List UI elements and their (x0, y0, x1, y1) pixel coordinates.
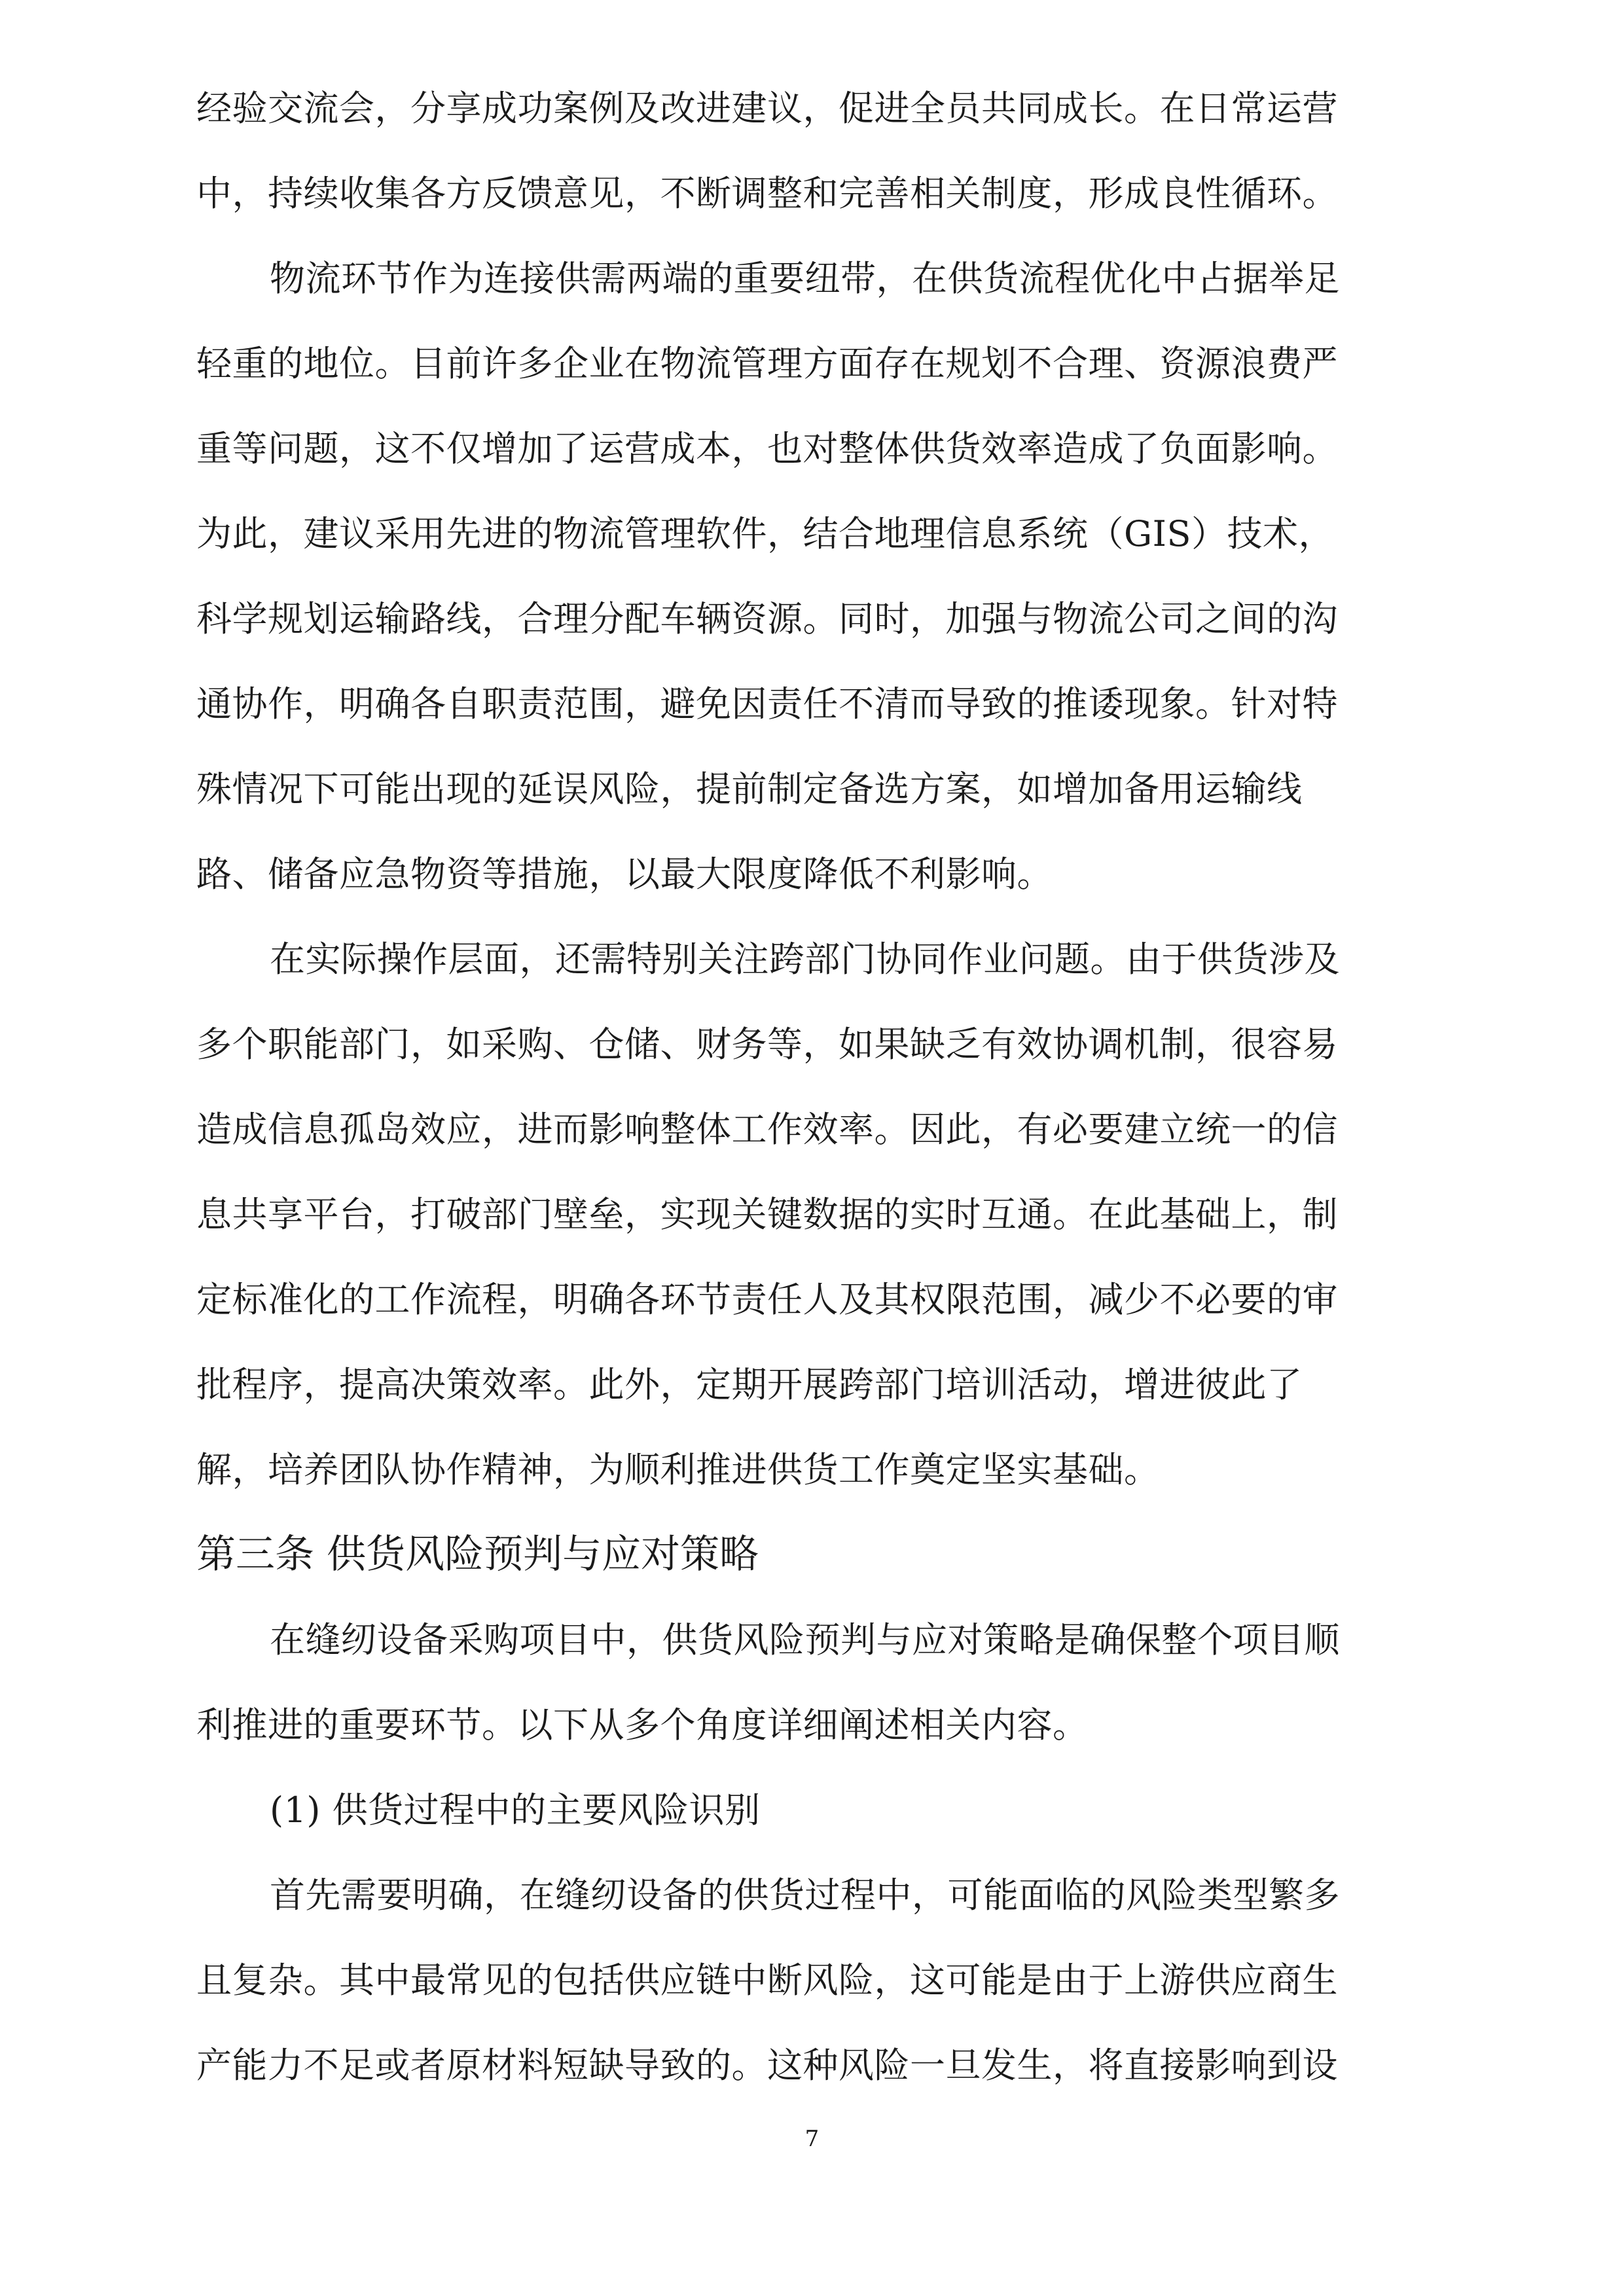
paragraph-3-line-3: 造成信息孤岛效应，进而影响整体工作效率。因此，有必要建立统一的信 (196, 1109, 1338, 1150)
section-heading: 第三条 供货风险预判与应对策略 (196, 1532, 759, 1577)
paragraph-3-line-1: 在实际操作层面，还需特别关注跨部门协同作业问题。由于供货涉及 (270, 939, 1340, 980)
section-paragraph-1-line-2: 利推进的重要环节。以下从多个角度详细阐述相关内容。 (196, 1704, 1089, 1746)
paragraph-3-line-7: 解，培养团队协作精神，为顺利推进供货工作奠定坚实基础。 (196, 1449, 1160, 1490)
paragraph-3-line-4: 息共享平台，打破部门壁垒，实现关键数据的实时互通。在此基础上，制 (196, 1194, 1338, 1235)
paragraph-3-line-5: 定标准化的工作流程，明确各环节责任人及其权限范围，减少不必要的审 (196, 1279, 1338, 1320)
paragraph-2-line-6: 通协作，明确各自职责范围，避免因责任不清而导致的推诿现象。针对特 (196, 683, 1338, 725)
paragraph-2-line-3: 重等问题，这不仅增加了运营成本，也对整体供货效率造成了负面影响。 (196, 428, 1338, 469)
section-paragraph-3-line-3: 产能力不足或者原材料短缺导致的。这种风险一旦发生，将直接影响到设 (196, 2045, 1338, 2086)
section-paragraph-3-line-1: 首先需要明确，在缝纫设备的供货过程中，可能面临的风险类型繁多 (270, 1874, 1340, 1916)
subsection-heading: (1) 供货过程中的主要风险识别 (270, 1789, 761, 1831)
page-number: 7 (804, 2126, 820, 2152)
section-paragraph-3-line-2: 且复杂。其中最常见的包括供应链中断风险，这可能是由于上游供应商生 (196, 1960, 1338, 2001)
section-paragraph-1-line-1: 在缝纫设备采购项目中，供货风险预判与应对策略是确保整个项目顺 (270, 1619, 1340, 1660)
paragraph-2-line-1: 物流环节作为连接供需两端的重要纽带，在供货流程优化中占据举足 (270, 258, 1340, 299)
paragraph-2-line-7: 殊情况下可能出现的延误风险，提前制定备选方案，如增加备用运输线 (196, 768, 1303, 810)
paragraph-2-line-2: 轻重的地位。目前许多企业在物流管理方面存在规划不合理、资源浪费严 (196, 343, 1338, 384)
paragraph-3-line-2: 多个职能部门，如采购、仓储、财务等，如果缺乏有效协调机制，很容易 (196, 1024, 1338, 1065)
paragraph-2-line-4: 为此，建议采用先进的物流管理软件，结合地理信息系统（GIS）技术， (196, 513, 1334, 554)
paragraph-1-line-1: 经验交流会，分享成功案例及改进建议，促进全员共同成长。在日常运营 (196, 88, 1338, 129)
paragraph-1-line-2: 中，持续收集各方反馈意见，不断调整和完善相关制度，形成良性循环。 (196, 173, 1338, 214)
paragraph-2-line-8: 路、储备应急物资等措施，以最大限度降低不利影响。 (196, 853, 1053, 895)
paragraph-2-line-5: 科学规划运输路线，合理分配车辆资源。同时，加强与物流公司之间的沟 (196, 598, 1338, 639)
paragraph-3-line-6: 批程序，提高决策效率。此外，定期开展跨部门培训活动，增进彼此了 (196, 1364, 1303, 1405)
